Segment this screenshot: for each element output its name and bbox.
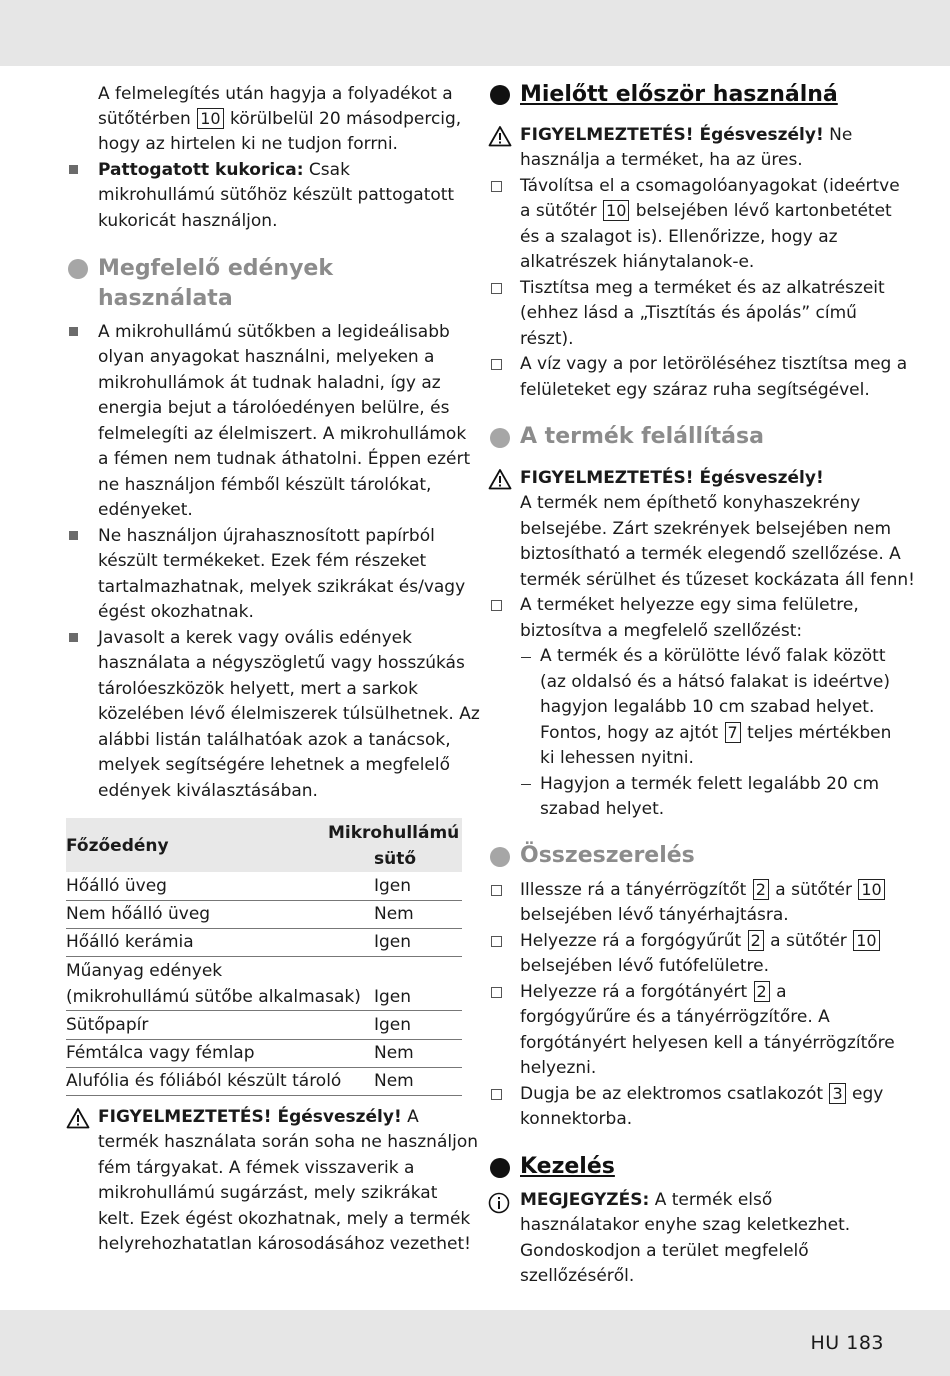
table-row-divider — [66, 1095, 462, 1096]
table-row-divider — [66, 956, 462, 957]
text-line: Helyezze rá a forgógyűrűt 2 a sütőtér 10 — [520, 929, 881, 954]
text-line: FIGYELMEZTETÉS! Égésveszély! A — [98, 1107, 419, 1127]
checkbox-bullet-icon — [491, 987, 502, 998]
text-line: A terméket helyezze egy sima felületre, — [520, 595, 859, 615]
text-line: A termék nem építhető konyhaszekrény — [520, 493, 861, 513]
text-line: felületeket egy száraz ruha segítségével. — [520, 380, 870, 400]
table-cell-item: Hőálló üveg — [66, 876, 167, 896]
info-icon — [488, 1192, 510, 1214]
text-line: biztosítva a megfelelő szellőzést: — [520, 621, 803, 641]
text-line: kukoricát használjon. — [98, 211, 278, 231]
warning-label: FIGYELMEZTETÉS! Égésveszély! — [520, 125, 824, 145]
checkbox-bullet-icon — [491, 885, 502, 896]
text-line: edények kiválasztásában. — [98, 781, 318, 801]
table-header-microwave: Mikrohullámú — [328, 823, 460, 843]
table-row-divider — [66, 928, 462, 929]
text-line: és a szalagot is). Ellenőrizze, hogy az — [520, 227, 838, 247]
text-line: kelt. Ezek égést okozhatnak, mely a termék — [98, 1209, 471, 1229]
text-line: helyrehozhatatlan károsodásához vezethet! — [98, 1234, 471, 1254]
text-line: A víz vagy a por letöröléséhez tisztítsa meg a — [520, 354, 908, 374]
text-line: használata a négyszögletű vagy hosszúkás — [98, 653, 465, 673]
text-line: energia bejut a tárolóedényen belülre, és — [98, 398, 450, 418]
square-bullet-icon — [69, 531, 78, 540]
text-line: FIGYELMEZTETÉS! Égésveszély! Ne — [520, 125, 853, 145]
section-heading: Megfelelő edények — [98, 256, 333, 281]
ref-number-box: 3 — [829, 1083, 845, 1104]
table-header-cookware: Főzőedény — [66, 836, 169, 856]
checkbox-bullet-icon — [491, 359, 502, 370]
text-line: közelében lévő élelmiszerek túlsülhetnek. Az — [98, 704, 480, 724]
text-line: belsejében lévő futófelületre. — [520, 956, 770, 976]
section-heading: Összeszerelés — [520, 843, 695, 868]
checkbox-bullet-icon — [491, 600, 502, 611]
text-line: tartalmazhatnak, melyek szikrákat és/vagy — [98, 577, 466, 597]
text-line: belsejébe. Zárt szekrények belsejében nem — [520, 519, 892, 539]
square-bullet-icon — [69, 165, 78, 174]
text-line: termék használata során soha ne használjon — [98, 1132, 478, 1152]
text-line: forgótányért helyesen kell a tányérrögzítőre — [520, 1033, 895, 1053]
table-row-divider — [66, 1039, 462, 1040]
dash-bullet-icon — [521, 784, 531, 785]
warning-triangle-icon — [66, 1107, 90, 1129]
table-cell-item: Hőálló kerámia — [66, 932, 194, 952]
text-line: alábbi listán találhatóak azok a tanácsok, — [98, 730, 451, 750]
table-cell-value: Nem — [374, 1043, 414, 1063]
table-row-divider — [66, 1067, 462, 1068]
warning-triangle-icon — [488, 468, 512, 490]
text-line: alkatrészek hiánytalanok-e. — [520, 252, 755, 272]
ref-number-box: 7 — [725, 722, 741, 743]
text-line: Pattogatott kukorica: Csak — [98, 160, 350, 180]
text-line: a fémen nem tudnak áthatolni. Éppen ezért — [98, 449, 471, 469]
text-line: A termék és a körülötte lévő falak között — [540, 646, 886, 666]
text-line: hogy az hirtelen ki ne tudjon forrni. — [98, 134, 398, 154]
section-bullet-icon — [68, 259, 88, 279]
text-line: MEGJEGYZÉS: A termék első — [520, 1190, 773, 1210]
text-line: forgógyűrűre és a tányérrögzítőre. A — [520, 1007, 830, 1027]
text-line: Ne használjon újrahasznosított papírból — [98, 526, 435, 546]
text-line: helyezni. — [520, 1058, 597, 1078]
header-band — [0, 0, 950, 66]
text-line: a sütőtér 10 belsejében lévő kartonbetétet — [520, 201, 892, 221]
table-cell-value: Igen — [374, 987, 412, 1007]
warning-label: FIGYELMEZTETÉS! Égésveszély! — [98, 1107, 402, 1127]
text-line: Javasolt a kerek vagy ovális edények — [98, 628, 412, 648]
table-cell-item: Nem hőálló üveg — [66, 904, 211, 924]
section-heading: A termék felállítása — [520, 424, 764, 449]
table-cell-value: Nem — [374, 1071, 414, 1091]
text-line: készült termékeket. Ezek fém részeket — [98, 551, 427, 571]
text-line: belsejében lévő tányérhajtásra. — [520, 905, 789, 925]
text-line: biztosítható a termék elegendő szellőzése. A — [520, 544, 901, 564]
text-line: mikrohullámú sütőhöz készült pattogatott — [98, 185, 455, 205]
table-cell-value: Nem — [374, 904, 414, 924]
text-line: ki lehessen nyitni. — [540, 748, 694, 768]
text-line: konnektorba. — [520, 1109, 633, 1129]
page-number: HU 183 — [810, 1332, 884, 1354]
section-heading: használata — [98, 286, 233, 311]
text-line: hagyjon legalább 10 cm szabad helyet. — [540, 697, 875, 717]
text-line: mikrohullámú sugárzást, mely szikrákat — [98, 1183, 438, 1203]
table-cell-item: Műanyag edények — [66, 961, 223, 981]
text-line: tárolóeszközök helyett, mert a sarkok — [98, 679, 418, 699]
text-line: (az oldalsó és a hátsó falakat is ideértve) — [540, 672, 890, 692]
dash-bullet-icon — [521, 657, 531, 658]
checkbox-bullet-icon — [491, 1089, 502, 1100]
text-line: fém tárgyakat. A fémek visszaverik a — [98, 1158, 415, 1178]
text-line: A felmelegítés után hagyja a folyadékot a — [98, 84, 453, 104]
text-line: Fontos, hogy az ajtót 7 teljes mértékben — [540, 723, 892, 743]
checkbox-bullet-icon — [491, 283, 502, 294]
warning-triangle-icon — [488, 125, 512, 147]
text-line: használatakor enyhe szag keletkezhet. — [520, 1215, 851, 1235]
table-cell-value: Igen — [374, 1015, 412, 1035]
ref-number-box: 2 — [753, 879, 769, 900]
footer-band — [0, 1310, 950, 1376]
text-line: mikrohullámok át tudnak haladni, így az — [98, 373, 441, 393]
section-heading: Mielőtt először használná — [520, 82, 838, 107]
table-cell-item: Alufólia és fóliából készült tároló — [66, 1071, 342, 1091]
text-line: használja a terméket, ha az üres. — [520, 150, 803, 170]
text-line: szellőzéséről. — [520, 1266, 635, 1286]
popcorn-label: Pattogatott kukorica: — [98, 160, 304, 180]
ref-number-box: 10 — [603, 200, 629, 221]
warning-label: FIGYELMEZTETÉS! Égésveszély! — [520, 468, 824, 488]
text-line: olyan anyagokat használni, melyeken a — [98, 347, 435, 367]
section-bullet-icon — [490, 85, 510, 105]
ref-number-box: 2 — [748, 930, 764, 951]
text-line: Tisztítsa meg a terméket és az alkatrészeit — [520, 278, 885, 298]
text-line: Dugja be az elektromos csatlakozót 3 egy — [520, 1084, 884, 1104]
text-line: Helyezze rá a forgótányért 2 a — [520, 982, 787, 1002]
text-line: Hagyjon a termék felett legalább 20 cm — [540, 774, 880, 794]
text-line: égést okozhatnak. — [98, 602, 254, 622]
note-label: MEGJEGYZÉS: — [520, 1190, 650, 1210]
text-line: ne használjon fémből készült tárolókat, — [98, 475, 432, 495]
table-row-divider — [66, 1010, 462, 1011]
checkbox-bullet-icon — [491, 936, 502, 947]
text-line: szabad helyet. — [540, 799, 665, 819]
table-cell-item: (mikrohullámú sütőbe alkalmasak) — [66, 987, 361, 1007]
square-bullet-icon — [69, 633, 78, 642]
table-cell-value: Igen — [374, 932, 412, 952]
text-line: A mikrohullámú sütőkben a legideálisabb — [98, 322, 450, 342]
section-bullet-icon — [490, 428, 510, 448]
table-cell-value: Igen — [374, 876, 412, 896]
table-row-divider — [66, 900, 462, 901]
checkbox-bullet-icon — [491, 181, 502, 192]
text-line: (ehhez lásd a „Tisztítás és ápolás” című — [520, 303, 857, 323]
ref-number-box: 10 — [853, 930, 879, 951]
text-line: Gondoskodjon a terület megfelelő — [520, 1241, 809, 1261]
ref-number-box: 10 — [858, 879, 884, 900]
ref-number-box: 2 — [754, 981, 770, 1002]
text-line: edényeket. — [98, 500, 193, 520]
table-cell-item: Fémtálca vagy fémlap — [66, 1043, 255, 1063]
section-heading: Kezelés — [520, 1154, 615, 1179]
text-line: részt). — [520, 329, 574, 349]
text-line: felmelegíti az élelmiszert. A mikrohullámok — [98, 424, 467, 444]
section-bullet-icon — [490, 1158, 510, 1178]
table-cell-item: Sütőpapír — [66, 1015, 149, 1035]
table-header-microwave: sütő — [374, 849, 417, 869]
text-line: sütőtérben 10 körülbelül 20 másodpercig, — [98, 109, 462, 129]
section-bullet-icon — [490, 847, 510, 867]
ref-number-box: 10 — [197, 108, 223, 129]
text-line: Illessze rá a tányérrögzítőt 2 a sütőtér 10 — [520, 878, 886, 903]
square-bullet-icon — [69, 327, 78, 336]
text-line: Távolítsa el a csomagolóanyagokat (ideértve — [520, 176, 900, 196]
text-line: melyek segítségére lehetnek a megfelelő — [98, 755, 450, 775]
text-line: termék sérülhet és tűzeset kockázata áll fenn! — [520, 570, 915, 590]
